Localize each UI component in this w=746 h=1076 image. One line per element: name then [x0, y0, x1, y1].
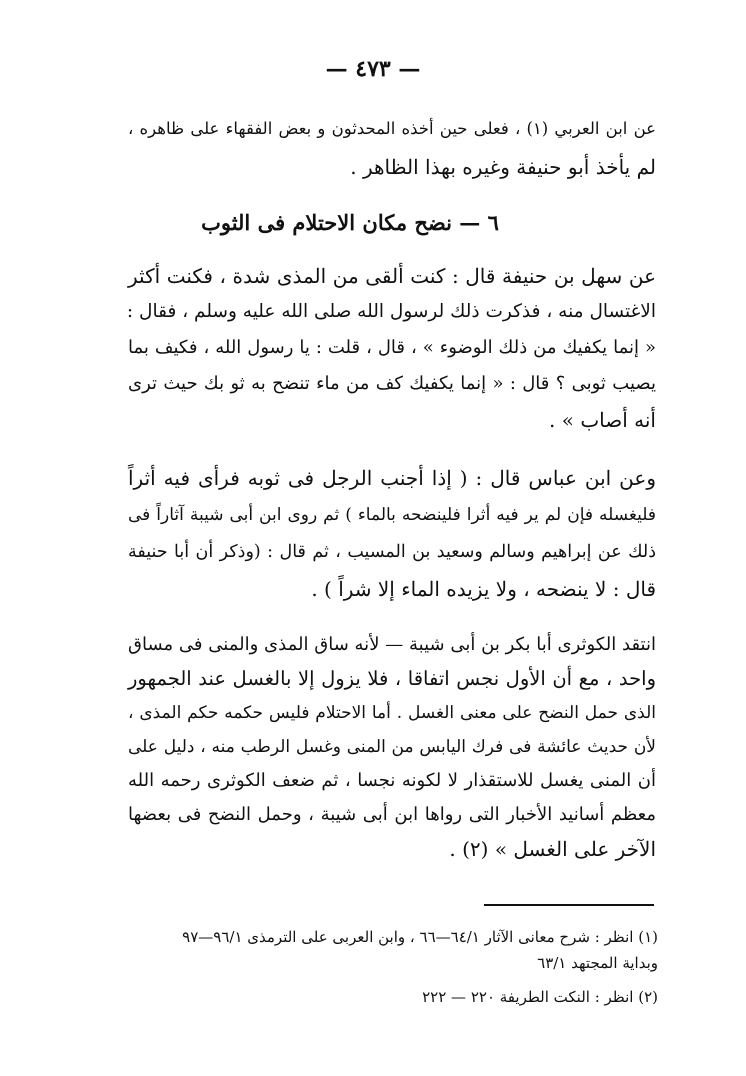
- page-number: — ٤٧٣ —: [325, 56, 421, 82]
- text-line: واحد ، مع أن الأول نجس اتفاقا ، فلا يزول إلا بالغسل عند الجمهور: [128, 667, 656, 690]
- section-heading: ٦ — نضح مكان الاحتلام فى الثوب: [201, 210, 499, 235]
- text-line: فليغسله فإن لم ير فيه أثرا فلينضحه بالماء ) ثم روى ابن أبى شيبة آثاراً فى: [128, 505, 656, 525]
- paragraph-ibn-abbas: [128, 460, 656, 608]
- text-line: ذلك عن إبراهيم وسالم وسعيد بن المسيب ، ثم قال : (وذكر أن أبا حنيفة: [128, 542, 656, 562]
- text-line: انتقد الكوثرى أبا بكر بن أبى شيبة — لأنه ساق المذى والمنى فى مساق: [128, 634, 656, 655]
- footnote-1-continuation: وبداية المجتهد ٦٣/١: [537, 954, 658, 972]
- footnote-divider: [484, 904, 654, 906]
- footnote-2: (٢) انظر : النكت الطريفة ٢٢٠ — ٢٢٢: [422, 988, 658, 1006]
- text-line: عن ابن العربي (١) ، فعلى حين أخذه المحدثون و بعض الفقهاء على ظاهره ،: [128, 119, 656, 138]
- text-line: معظم أسانيد الأخبار التى رواها ابن أبى شيبة ، وحمل النضح فى بعضها: [128, 804, 656, 825]
- text-line: لم يأخذ أبو حنيفة وغيره بهذا الظاهر .: [350, 155, 656, 179]
- text-line: يصيب ثوبى ؟ قال : « إنما يكفيك كف من ماء تنضح به ثو بك حيث ترى: [128, 373, 656, 394]
- text-line: لأن حديث عائشة فى فرك اليابس من المنى وغسل الرطب منه ، دليل على: [128, 737, 656, 757]
- text-line: الاغتسال منه ، فذكرت ذلك لرسول الله صلى الله عليه وسلم ، فقال :: [126, 301, 656, 322]
- text-line: وعن ابن عباس قال : ( إذا أجنب الرجل فى ثوبه فرأى فيه أثراً: [128, 466, 656, 490]
- text-line: « إنما يكفيك من ذلك الوضوء » ، قال ، قلت : يا رسول الله ، فكيف بما: [128, 337, 656, 358]
- text-line: أن المنى يغسل للاستقذار لا لكونه نجسا ، ثم ضعف الكوثرى رحمه الله: [128, 770, 656, 791]
- text-line: عن سهل بن حنيفة قال : كنت ألقى من المذى شدة ، فكنت أكثر: [128, 264, 656, 288]
- paragraph-kawthari: [128, 628, 656, 866]
- footnote-1: (١) انظر : شرح معانى الآثار ٦٤/١—٦٦ ، وابن العربى على الترمذى ٩٦/١—٩٧: [182, 928, 658, 946]
- intro-paragraph: [128, 110, 656, 186]
- paragraph-sahl: [128, 258, 656, 438]
- text-line: أنه أصاب » .: [549, 408, 656, 432]
- text-line: قال : لا ينضحه ، ولا يزيده الماء إلا شراً ) .: [311, 577, 656, 601]
- text-line: الآخر على الغسل » (٢) .: [449, 837, 656, 861]
- text-line: الذى حمل النضح على معنى الغسل . أما الاحتلام فليس حكمه حكم المذى ،: [128, 703, 656, 723]
